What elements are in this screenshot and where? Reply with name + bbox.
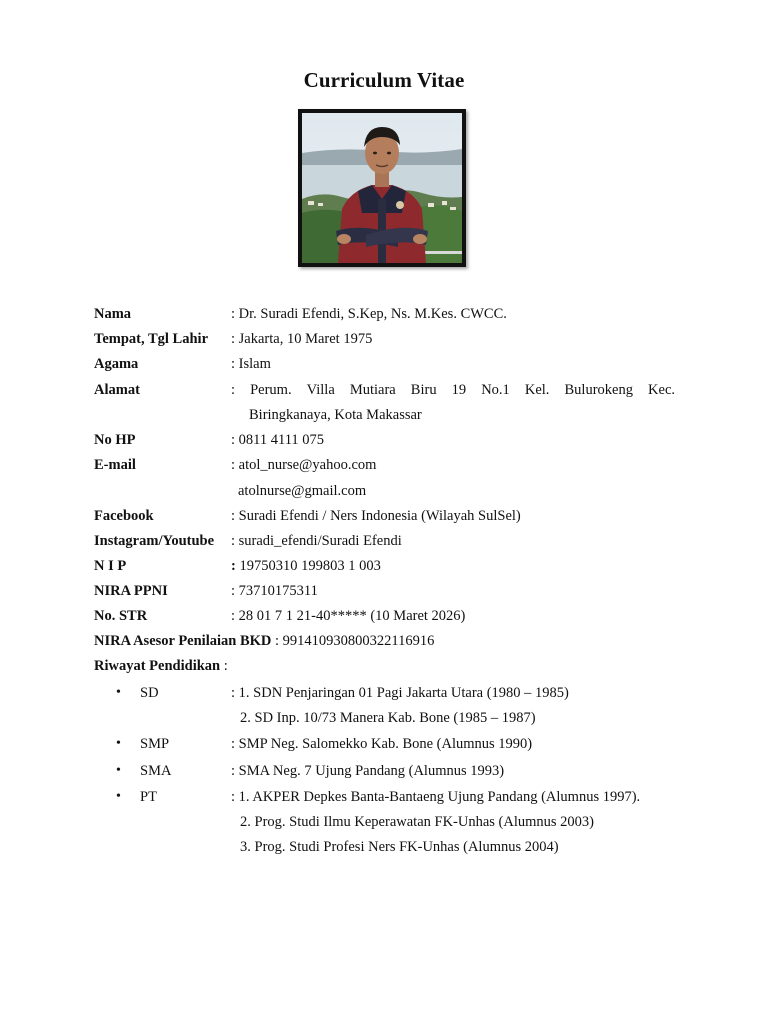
edu-level-sma: SMA — [140, 763, 172, 779]
bullet-sd: • — [116, 685, 121, 700]
alamat-word: Kec. — [648, 382, 675, 398]
edu-sd-line2: 2. SD Inp. 10/73 Manera Kab. Bone (1985 – 1987) — [240, 710, 536, 726]
alamat-word: 19 — [451, 382, 467, 398]
value-alamat-line1 — [231, 381, 675, 399]
alamat-word: No.1 — [481, 382, 510, 398]
edu-level-sd: SD — [140, 685, 159, 701]
riwayat-colon: : — [220, 658, 228, 674]
label-agama: Agama — [94, 356, 139, 372]
alamat-word: Kel. — [524, 382, 550, 398]
alamat-word: Biru — [410, 382, 437, 398]
nip-number: 19750310 199803 1 003 — [235, 558, 381, 574]
label-riwayat: Riwayat Pendidikan — [94, 658, 221, 674]
edu-level-smp: SMP — [140, 736, 170, 752]
value-email: : atol_nurse@yahoo.com — [231, 457, 377, 473]
label-alamat: Alamat — [94, 382, 140, 398]
value-instagram: : suradi_efendi/Suradi Efendi — [231, 533, 402, 549]
alamat-word: Bulurokeng — [564, 382, 633, 398]
value-alamat-line2: Biringkanaya, Kota Makassar — [249, 407, 422, 423]
alamat-word: Perum. — [250, 382, 292, 398]
bullet-sma: • — [116, 763, 121, 778]
label-str: No. STR — [94, 608, 148, 624]
value-email-2: atolnurse@gmail.com — [238, 483, 367, 499]
asesor-line — [94, 632, 434, 650]
value-nira: : 73710175311 — [231, 583, 318, 599]
label-ttl: Tempat, Tgl Lahir — [94, 331, 209, 347]
label-hp: No HP — [94, 432, 136, 448]
label-asesor: NIRA Asesor Penilaian BKD — [94, 633, 272, 649]
edu-sma-line1: : SMA Neg. 7 Ujung Pandang (Alumnus 1993) — [231, 763, 505, 779]
value-nama: : Dr. Suradi Efendi, S.Kep, Ns. M.Kes. CWCC. — [231, 306, 507, 322]
page-title: Curriculum Vitae — [303, 68, 465, 92]
edu-level-pt: PT — [140, 789, 157, 805]
label-email: E-mail — [94, 457, 136, 473]
alamat-word: Villa — [306, 382, 335, 398]
edu-pt-line1: : 1. AKPER Depkes Banta-Bantaeng Ujung Pandang (Alumnus 1997). — [231, 789, 641, 805]
person-portrait-icon — [302, 113, 462, 263]
value-agama: : Islam — [231, 356, 271, 372]
value-facebook: : Suradi Efendi / Ners Indonesia (Wilayah SulSel) — [231, 508, 521, 524]
value-str: : 28 01 7 1 21-40***** (10 Maret 2026) — [231, 608, 466, 624]
label-facebook: Facebook — [94, 508, 154, 524]
edu-sd-line1: : 1. SDN Penjaringan 01 Pagi Jakarta Utara (1980 – 1985) — [231, 685, 569, 701]
edu-smp-line1: : SMP Neg. Salomekko Kab. Bone (Alumnus 1990) — [231, 736, 533, 752]
alamat-word: Mutiara — [349, 382, 396, 398]
value-ttl: : Jakarta, 10 Maret 1975 — [231, 331, 373, 347]
label-instagram: Instagram/Youtube — [94, 533, 215, 549]
label-nip: N I P — [94, 558, 127, 574]
alamat-word: : — [231, 382, 236, 398]
profile-photo — [298, 109, 466, 267]
label-nama: Nama — [94, 306, 132, 322]
value-hp: : 0811 4111 075 — [231, 432, 325, 448]
bullet-smp: • — [116, 736, 121, 751]
value-asesor: : 991410930800322116916 — [271, 633, 435, 649]
edu-pt-line3: 3. Prog. Studi Profesi Ners FK-Unhas (Alumnus 2004) — [240, 839, 559, 855]
bullet-pt: • — [116, 789, 121, 804]
nip-colon: : — [231, 558, 236, 574]
label-nira: NIRA PPNI — [94, 583, 168, 599]
riwayat-line — [94, 657, 228, 675]
value-nip — [231, 557, 381, 575]
edu-pt-line2: 2. Prog. Studi Ilmu Keperawatan FK-Unhas (Alumnus 2003) — [240, 814, 594, 830]
